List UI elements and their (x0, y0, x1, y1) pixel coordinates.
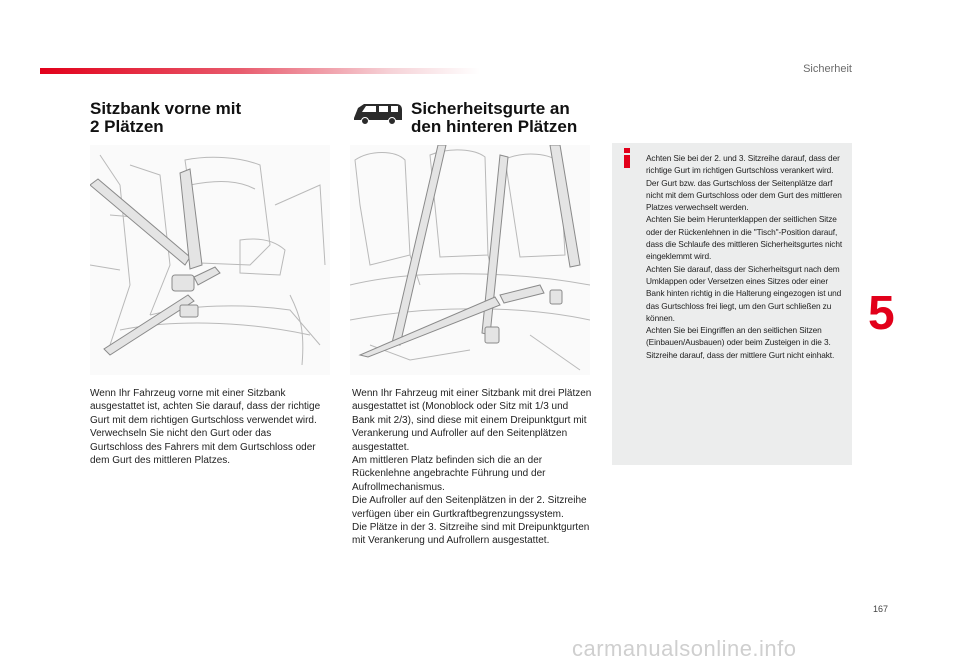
right-paragraph-2: Am mittleren Platz befinden sich die an der Rückenlehne angebrachte Führung und der Aufrollmechanismus. (352, 455, 546, 493)
front-bench-drawing (90, 145, 330, 375)
info-paragraph-1: Achten Sie bei der 2. und 3. Sitzreihe darauf, dass der richtige Gurt im richtigen Gurtschloss verankert wird. (646, 153, 840, 176)
front-bench-seatbelt-illustration (90, 145, 330, 375)
right-paragraph-3: Die Aufroller auf den Seitenplätzen in der 2. Sitzreihe verfügen über ein Gurtkraftbegrenzungssystem. (352, 495, 587, 520)
right-paragraph-4: Die Plätze in der 3. Sitzreihe sind mit Dreipunktgurten mit Verankerung und Aufrollern ausgestattet. (352, 522, 590, 547)
left-paragraph-2: Verwechseln Sie nicht den Gurt oder das Gurtschloss des Fahrers mit dem Gurtschloss oder dem Gurt des mittleren Platzes. (90, 428, 316, 467)
left-heading: Sitzbank vorne mit 2 Plätzen (90, 99, 242, 136)
page-number: 167 (872, 604, 888, 614)
info-paragraph-5: Achten Sie bei Eingriffen an den seitlichen Sitzen (Einbauen/Ausbauen) oder beim Zusteigen in die 3. Sitzreihe darauf, dass der mittlere Gurt nicht einhakt. (646, 325, 835, 360)
section-title: Sicherheit (803, 63, 852, 75)
left-paragraph-1: Wenn Ihr Fahrzeug vorne mit einer Sitzbank ausgestattet ist, achten Sie darauf, dass der richtige Gurt mit dem richtigen Gurtschloss verwendet wird. (90, 388, 321, 426)
info-paragraph-4: Achten Sie darauf, dass der Sicherheitsgurt nach dem Umklappen oder Versetzen eines Sitzes oder einer Bank hinten richtig in die Halterung eingezogen ist und das Gurtschloss frei liegt, um den Gurt schließen zu können. (646, 263, 842, 323)
right-heading: Sicherheitsgurte an den hinteren Plätzen (411, 99, 578, 136)
right-body (352, 387, 592, 548)
van-icon (352, 102, 404, 126)
info-paragraph-2: Der Gurt bzw. das Gurtschloss der Seitenplätze darf nicht mit dem Gurtschloss oder dem Gurt des mittleren Platzes verwechselt werden. (646, 177, 842, 213)
left-body (90, 387, 325, 467)
header-accent-bar (40, 68, 480, 74)
watermark: carmanualsonline.info (572, 636, 797, 661)
right-paragraph-1: Wenn Ihr Fahrzeug mit einer Sitzbank mit drei Plätzen ausgestattet ist (Monoblock oder Sitz mit 1/3 und Bank mit 2/3), sind diese mit einem Dreipunktgurt mit Verankerung und Aufroller auf den Seitenplätzen ausgestattet. (352, 388, 592, 453)
info-box-text (646, 152, 846, 361)
rear-seatbelt-illustration (350, 145, 590, 375)
info-icon (620, 148, 634, 168)
rear-seats-drawing (350, 145, 590, 375)
info-paragraph-3: Achten Sie beim Herunterklappen der seitlichen Sitze oder der Rückenlehnen in die "Tisch"-Position darauf, dass die Schlaufe des mittleren Sicherheitsgurtes nicht eingeklemmt wird. (646, 214, 843, 262)
chapter-number: 5 (868, 287, 895, 340)
